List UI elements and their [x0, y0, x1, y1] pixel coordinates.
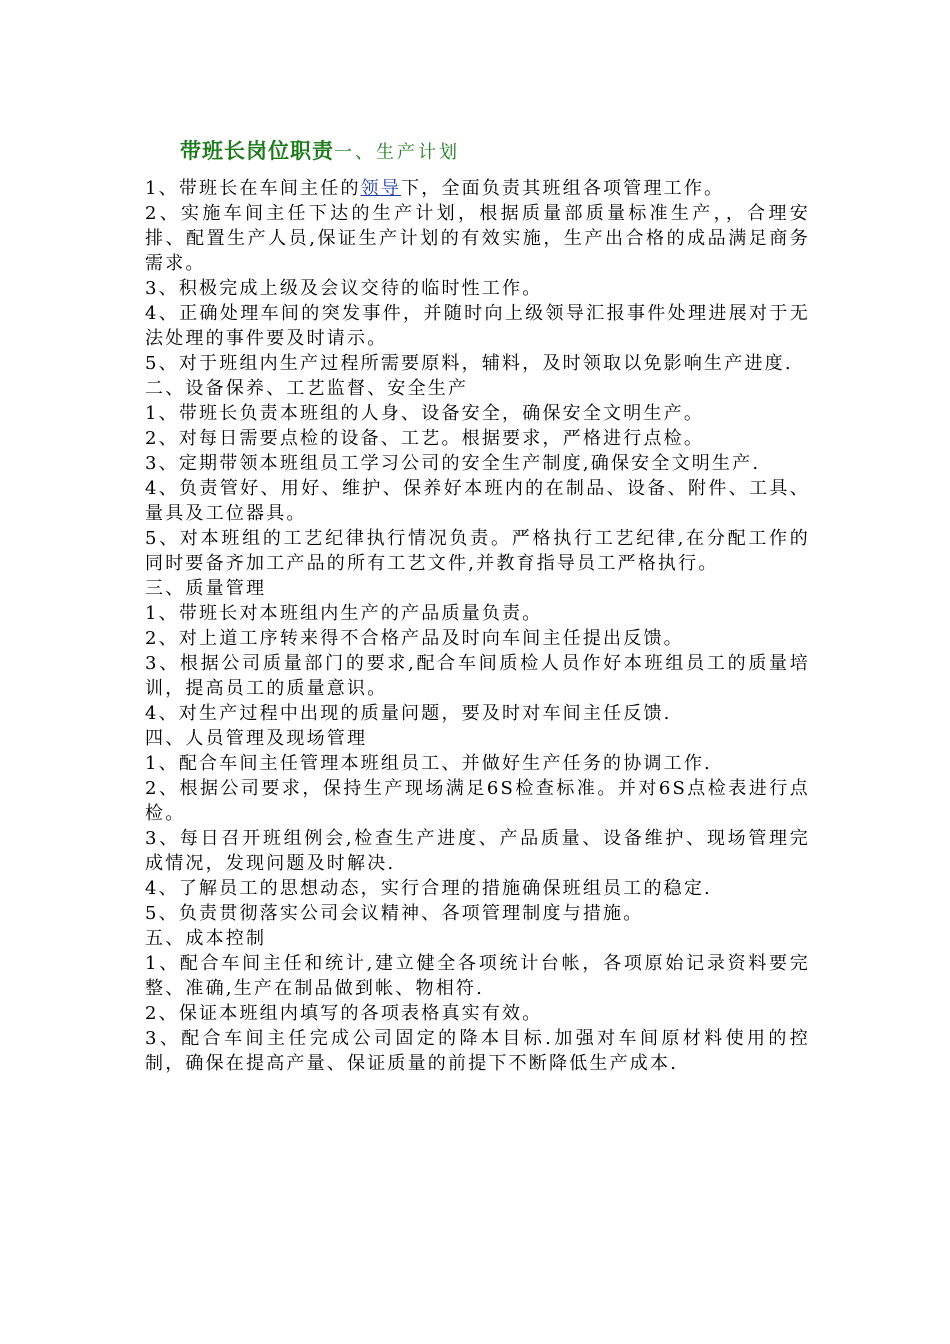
title-main: 带班长岗位职责 — [180, 139, 334, 163]
s2-paragraph-5: 5、对本班组的工艺纪律执行情况负责。严格执行工艺纪律,在分配工作的同时要备齐加工产品的所有工艺文件,并教育指导员工严格执行。 — [145, 528, 810, 574]
section-3-heading: 三、质量管理 — [145, 578, 267, 599]
s3-paragraph-3: 3、根据公司质量部门的要求,配合车间质检人员作好本班组员工的质量培训，提高员工的质量意识。 — [145, 653, 810, 699]
s3-paragraph-1: 1、带班长对本班组内生产的产品质量负责。 — [145, 603, 543, 624]
s4-paragraph-3: 3、每日召开班组例会,检查生产进度、产品质量、设备维护、现场管理完成情况，发现问题及时解决. — [145, 828, 810, 874]
s1-paragraph-2: 2、实施车间主任下达的生产计划，根据质量部质量标准生产，，合理安排、配置生产人员,保证生产计划的有效实施，生产出合格的成品满足商务需求。 — [145, 203, 810, 274]
s2-paragraph-3: 3、定期带领本班组员工学习公司的安全生产制度,确保安全文明生产. — [145, 453, 761, 474]
section-5-heading: 五、成本控制 — [145, 928, 267, 949]
document-body — [145, 176, 810, 1076]
s1-p1-after: 下，全面负责其班组各项管理工作。 — [401, 178, 725, 199]
document-title — [145, 134, 810, 168]
s3-paragraph-2: 2、对上道工序转来得不合格产品及时向车间主任提出反馈。 — [145, 628, 684, 649]
document-page — [145, 134, 810, 1076]
s5-paragraph-3: 3、配合车间主任完成公司固定的降本目标.加强对车间原材料使用的控制，确保在提高产量、保证质量的前提下不断降低生产成本. — [145, 1028, 810, 1074]
s1-p1-before: 1、带班长在车间主任的 — [145, 178, 361, 199]
leadership-link[interactable]: 领导 — [360, 178, 402, 199]
s2-paragraph-4: 4、负责管好、用好、维护、保养好本班内的在制品、设备、附件、工具、量具及工位器具。 — [145, 478, 810, 524]
s4-paragraph-1: 1、配合车间主任管理本班组员工、并做好生产任务的协调工作. — [145, 753, 712, 774]
title-section-heading: 一、生产计划 — [334, 142, 460, 163]
s1-paragraph-1 — [145, 176, 810, 201]
section-2-heading: 二、设备保养、工艺监督、安全生产 — [145, 378, 469, 399]
s2-paragraph-2: 2、对每日需要点检的设备、工艺。根据要求，严格进行点检。 — [145, 428, 705, 449]
s1-paragraph-5: 5、对于班组内生产过程所需要原料，辅料，及时领取以免影响生产进度. — [145, 353, 793, 374]
s2-paragraph-1: 1、带班长负责本班组的人身、设备安全，确保安全文明生产。 — [145, 403, 705, 424]
section-4-heading: 四、人员管理及现场管理 — [145, 728, 368, 749]
s1-paragraph-3: 3、积极完成上级及会议交待的临时性工作。 — [145, 278, 543, 299]
s5-paragraph-2: 2、保证本班组内填写的各项表格真实有效。 — [145, 1003, 543, 1024]
s4-paragraph-5: 5、负责贯彻落实公司会议精神、各项管理制度与措施。 — [145, 903, 644, 924]
s1-paragraph-4: 4、正确处理车间的突发事件，并随时向上级领导汇报事件处理进展对于无法处理的事件要及时请示。 — [145, 303, 810, 349]
s3-paragraph-4: 4、对生产过程中出现的质量问题，要及时对车间主任反馈. — [145, 703, 672, 724]
s5-paragraph-1: 1、配合车间主任和统计,建立健全各项统计台帐，各项原始记录资料要完整、准确,生产在制品做到帐、物相符. — [145, 953, 810, 999]
s4-paragraph-2: 2、根据公司要求，保持生产现场满足6S检查标准。并对6S点检表进行点检。 — [145, 778, 810, 824]
s4-paragraph-4: 4、了解员工的思想动态，实行合理的措施确保班组员工的稳定. — [145, 878, 712, 899]
